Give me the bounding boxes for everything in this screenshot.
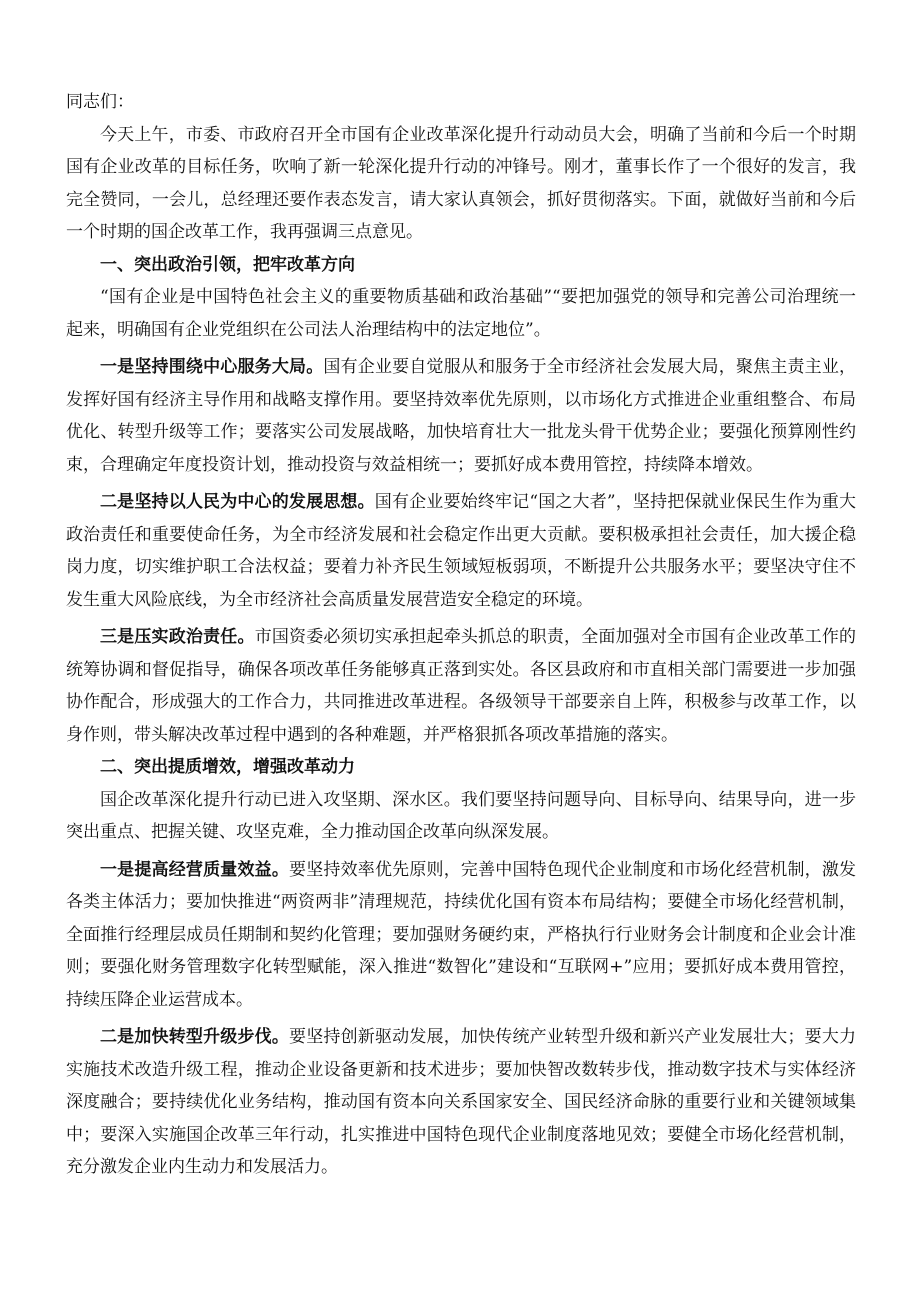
intro-paragraph: 今天上午，市委、市政府召开全市国有企业改革深化提升行动动员大会，明确了当前和今后一个时期国有企业改革的目标任务，吹响了新一轮深化提升行动的冲锋号。刚才，董事长作了一个很好的发言，我完全赞同，一会儿，总经理还要作表态发言，请大家认真领会，抓好贯彻落实。下面，就做好当前和今后一个时期的国企改革工作，我再强调三点意见。 [66, 124, 856, 242]
item-text: 市国资委必须切实承担起牵头抓总的职责，全面加强对全市国有企业改革工作的统筹协调和督促指导，确保各项改革任务能够真正落到实处。各区县政府和市直相关部门需要进一步加强协作配合，形成强大的工作合力，共同推进改革进程。各级领导干部要亲自上阵，积极参与改革工作，以身作则，带头解决改革过程中遇到的各种难题，并严格狠抓各项改革措施的落实。 [66, 627, 857, 745]
section2-heading: 二、突出提质增效，增强改革动力 [100, 757, 355, 777]
item-text: 要坚持创新驱动发展，加快传统产业转型升级和新兴产业发展壮大；要大力实施技术改造升级工程，推动企业设备更新和技术进步；要加快智改数转步伐，推动数字技术与实体经济深度融合；要持续优化业务结构，推动国有资本向关系国家安全、国民经济命脉的重要行业和关键领域集中；要深入实施国企改革三年行动，扎实推进中国特色现代企业制度落地见效；要健全市场化经营机制，充分激发企业内生动力和发展活力。 [66, 1027, 856, 1177]
section1-quote: “国有企业是中国特色社会主义的重要物质基础和政治基础”“要把加强党的领导和完善公司治理统一起来，明确国有企业党组织在公司法人治理结构中的法定地位”。 [66, 287, 856, 340]
section2-intro: 国企改革深化提升行动已进入攻坚期、深水区。我们要坚持问题导向、目标导向、结果导向，进一步突出重点、把握关键、攻坚克难，全力推动国企改革向纵深发展。 [66, 789, 856, 842]
item-lead: 一是坚持围绕中心服务大局。 [100, 357, 324, 377]
section2-item-2 [66, 1021, 856, 1184]
section1-item-1 [66, 351, 856, 481]
section1-item-2 [66, 486, 856, 616]
item-lead: 二是坚持以人民为中心的发展思想。 [100, 492, 375, 512]
section1-heading: 一、突出政治引领，把牢改革方向 [100, 254, 355, 275]
item-text: 要坚持效率优先原则，完善中国特色现代企业制度和市场化经营机制，激发各类主体活力；要加快推进“两资两非”清理规范，持续优化国有资本布局结构；要健全市场化经营机制，全面推行经理层成员任期制和契约化管理；要加强财务硬约束，严格执行行业财务会计制度和企业会计准则；要强化财务管理数字化转型赋能，深入推进“数智化”建设和“互联网+”应用；要抓好成本费用管控，持续压降企业运营成本。 [66, 859, 856, 1010]
item-lead: 一是提高经营质量效益。 [100, 859, 290, 880]
document-page [66, 86, 856, 1184]
item-lead: 三是压实政治责任。 [100, 627, 255, 647]
section2-item-1 [66, 854, 856, 1017]
item-text: 国有企业要自觉服从和服务于全市经济社会发展大局，聚焦主责主业，发挥好国有经济主导作用和战略支撑作用。要坚持效率优先原则，以市场化方式推进企业重组整合、布局优化、转型升级等工作；要落实公司发展战略，加快培育壮大一批龙头骨干优势企业；要强化预算刚性约束，合理确定年度投资计划，推动投资与效益相统一；要抓好成本费用管控，持续降本增效。 [66, 357, 857, 475]
salutation: 同志们： [66, 92, 134, 112]
section1-item-3 [66, 621, 856, 751]
item-lead: 二是加快转型升级步伐。 [100, 1027, 290, 1047]
item-text: 国有企业要始终牢记“国之大者”，坚持把保就业保民生作为重大政治责任和重要使命任务，为全市经济发展和社会稳定作出更大贡献。要积极承担社会责任，加大援企稳岗力度，切实维护职工合法权益；要着力补齐民生领域短板弱项，不断提升公共服务水平；要坚决守住不发生重大风险底线，为全市经济社会高质量发展营造安全稳定的环境。 [66, 492, 857, 610]
